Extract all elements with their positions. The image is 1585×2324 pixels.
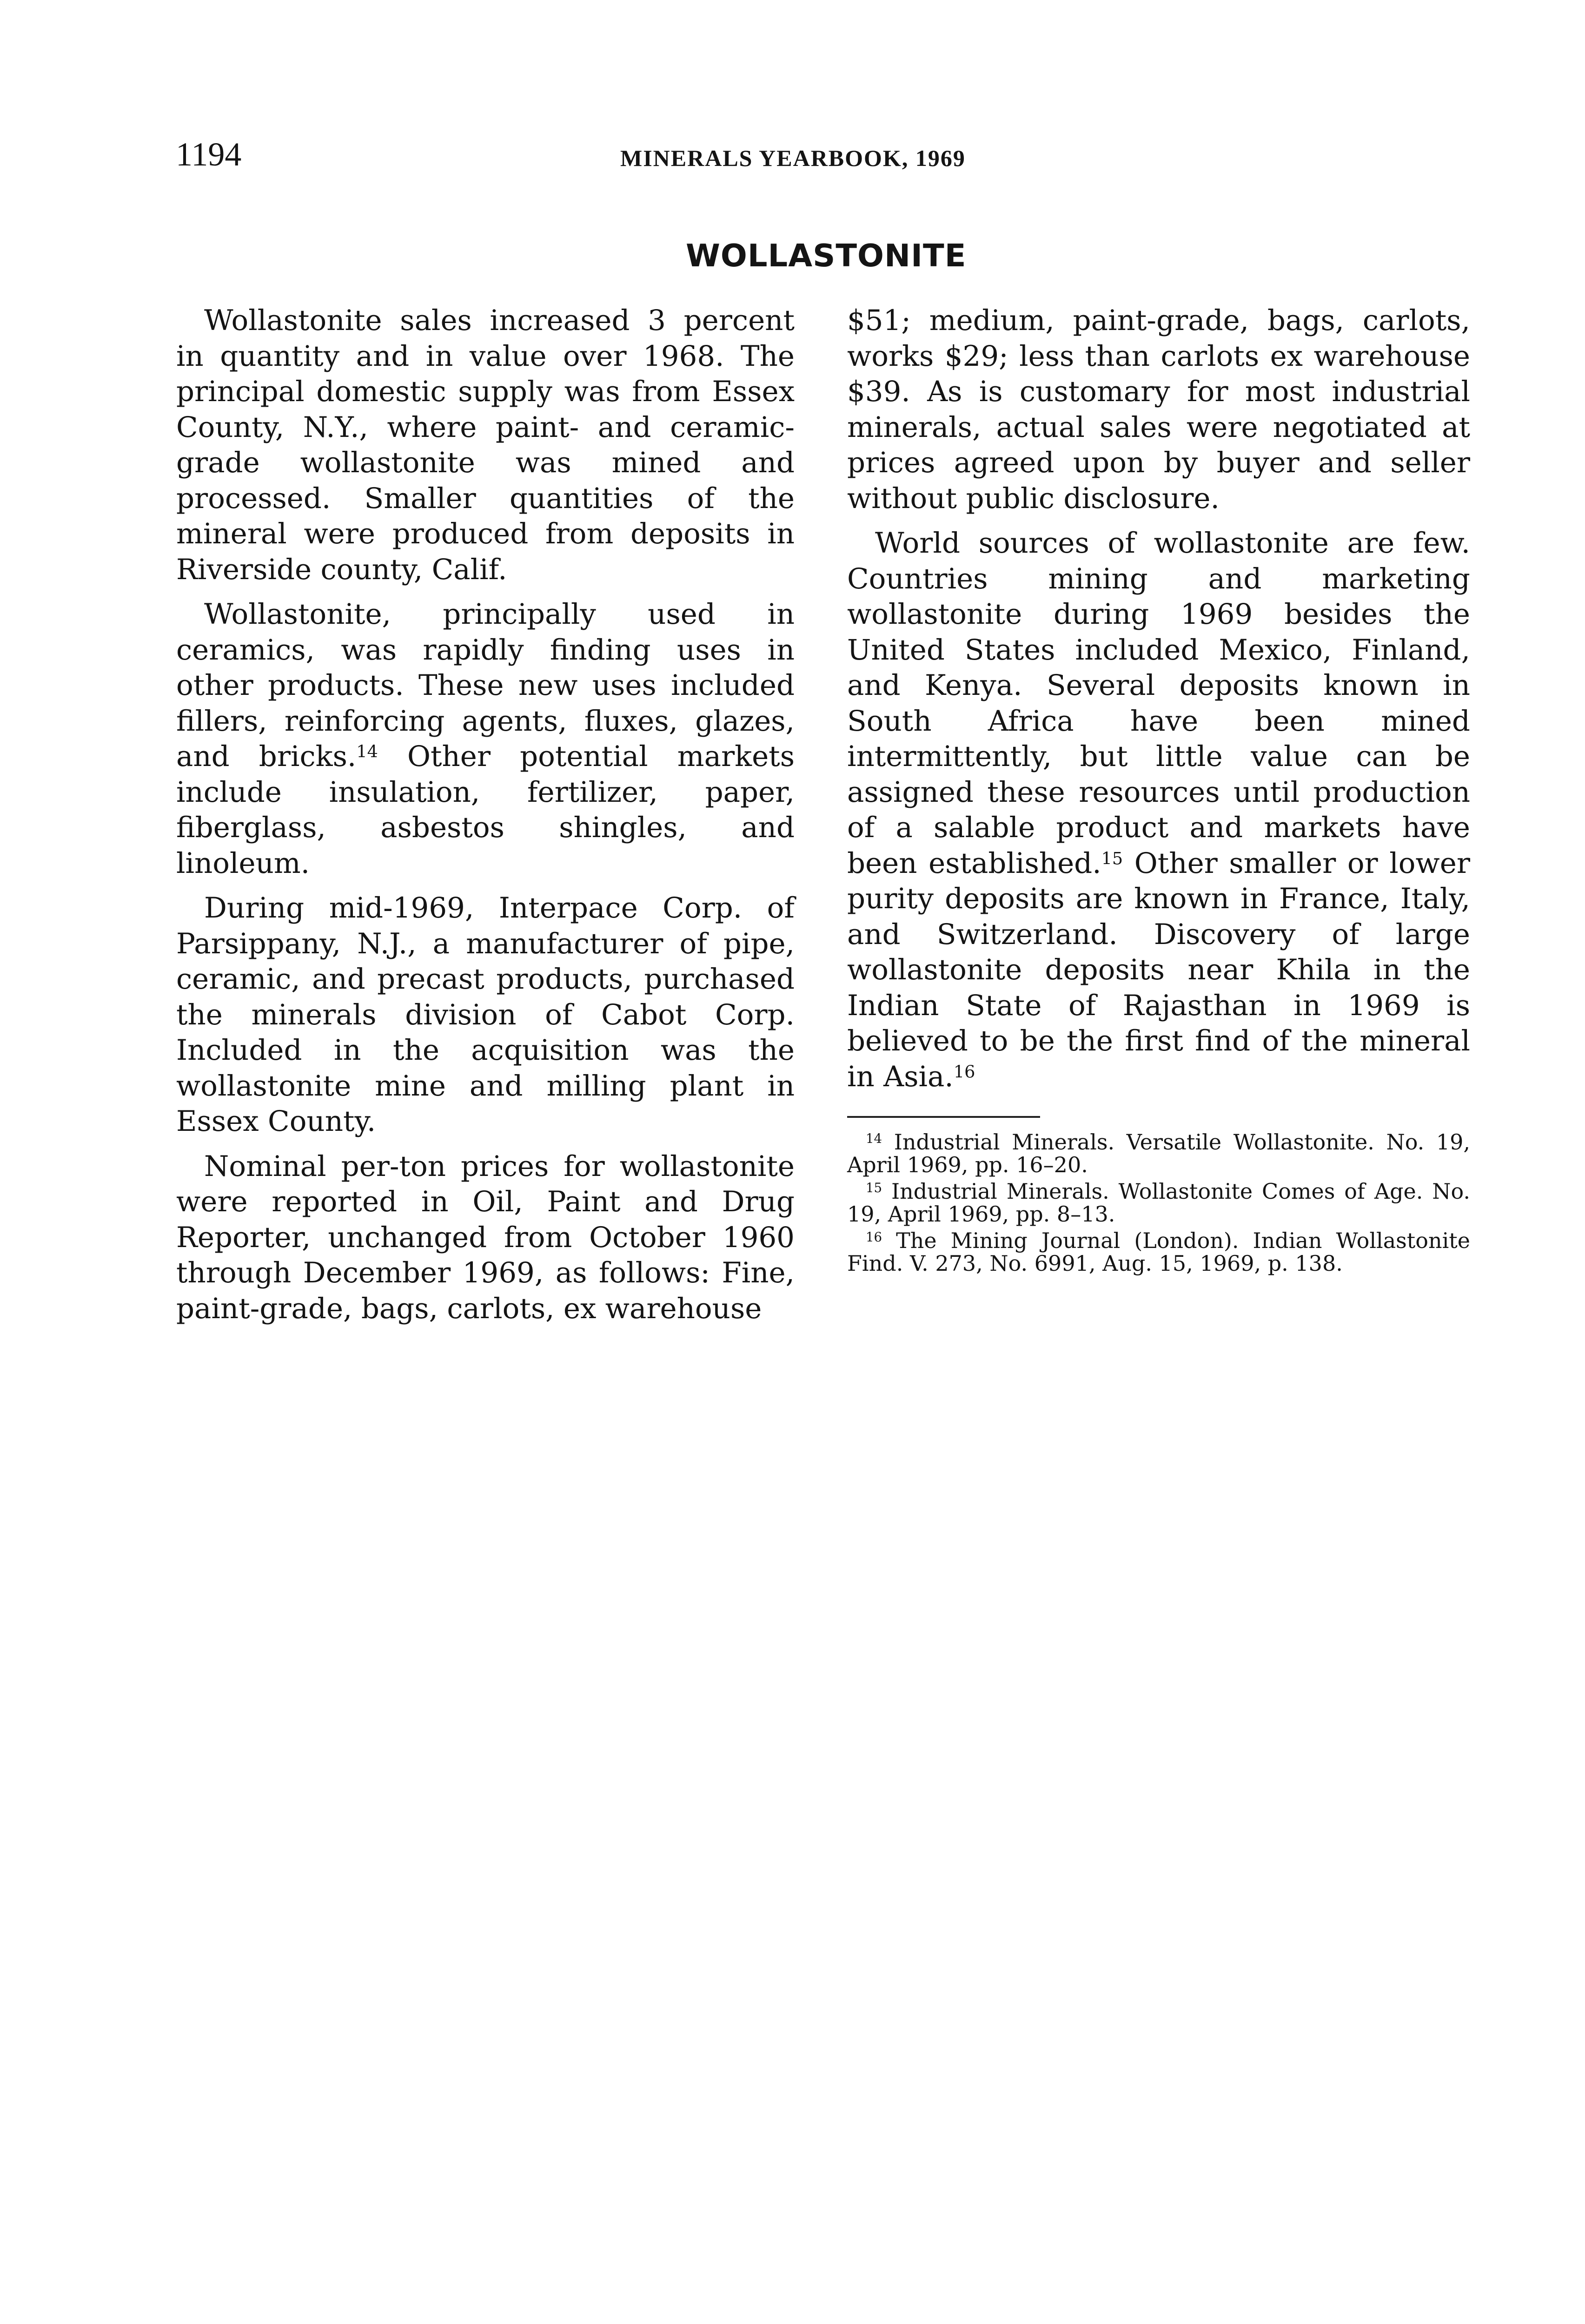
footnote-text: Industrial Minerals. Wollastonite Comes of Age. No. 19, April 1969, pp. 8–13. — [847, 1179, 1470, 1227]
left-column — [176, 303, 795, 1336]
paragraph-text: Other potential markets include insulation, fertilizer, paper, fiberglass, asbestos shingles, and linoleum. — [176, 740, 795, 880]
paragraph-text: Wollastonite, principally used in ceramics, was rapidly finding uses in other products. These new uses included fillers, reinforcing agents, fluxes, glazes, and bricks. — [176, 598, 795, 773]
paragraph-text: World sources of wollastonite are few. Countries mining and marketing wollastonite during 1969 besides the United States included Mexico, Finland, and Kenya. Several deposits known in South Africa have been mined intermittently, but little value can be assigned these resources until production of a salable product and markets have been established. — [847, 527, 1470, 880]
page-number: 1194 — [176, 136, 242, 173]
footnote — [847, 1229, 1470, 1275]
footnote-reference: 16 — [953, 1062, 975, 1082]
footnote-text: The Mining Journal (London). Indian Wollastonite Find. V. 273, No. 6991, Aug. 15, 1969, p. 138. — [847, 1228, 1470, 1276]
right-column — [847, 303, 1470, 1279]
running-title: MINERALS YEARBOOK, 1969 — [620, 145, 966, 171]
section-title: WOLLASTONITE — [686, 238, 967, 274]
paragraph: $51; medium, paint-grade, bags, carlots, works $29; less than carlots ex warehouse $39. As is customary for most industrial minerals, actual sales were negotiated at prices agreed upon by buyer and seller without public disclosure. — [847, 304, 1470, 515]
footnote-number: 16 — [866, 1229, 882, 1245]
footnote-reference: 15 — [1101, 848, 1123, 869]
paragraph-text: Other smaller or lower purity deposits are known in France, Italy, and Switzerland. Discovery of large wollastonite deposits near Khila in the Indian State of Rajasthan in 1969 is believed to be the first find of the mineral in Asia. — [847, 846, 1471, 1093]
footnote-text: Industrial Minerals. Versatile Wollastonite. No. 19, April 1969, pp. 16–20. — [847, 1129, 1470, 1177]
footnote — [847, 1131, 1470, 1176]
paragraph: Nominal per-ton prices for wollastonite were reported in Oil, Paint and Drug Reporter, unchanged from October 1960 through December 1969, as follows: Fine, paint-grade, bags, carlots, ex warehouse — [176, 1149, 795, 1325]
paragraph — [176, 597, 795, 881]
footnote-number: 15 — [866, 1180, 882, 1196]
footnote-divider — [847, 1116, 1040, 1118]
footnote — [847, 1180, 1470, 1226]
paragraph: During mid-1969, Interpace Corp. of Parsippany, N.J., a manufacturer of pipe, ceramic, and precast products, purchased the minerals division of Cabot Corp. Included in the acquisition was the wollastonite mine and milling plant in Essex County. — [176, 891, 795, 1138]
footnote-reference: 14 — [356, 741, 378, 762]
footnote-number: 14 — [866, 1131, 882, 1147]
paragraph — [847, 526, 1470, 1095]
paragraph: Wollastonite sales increased 3 percent in quantity and in value over 1968. The principal domestic supply was from Essex County, N.Y., where paint- and ceramic-grade wollastonite was mined and processed. Smaller quantities of the mineral were produced from deposits in Riverside county, Calif. — [176, 304, 795, 586]
